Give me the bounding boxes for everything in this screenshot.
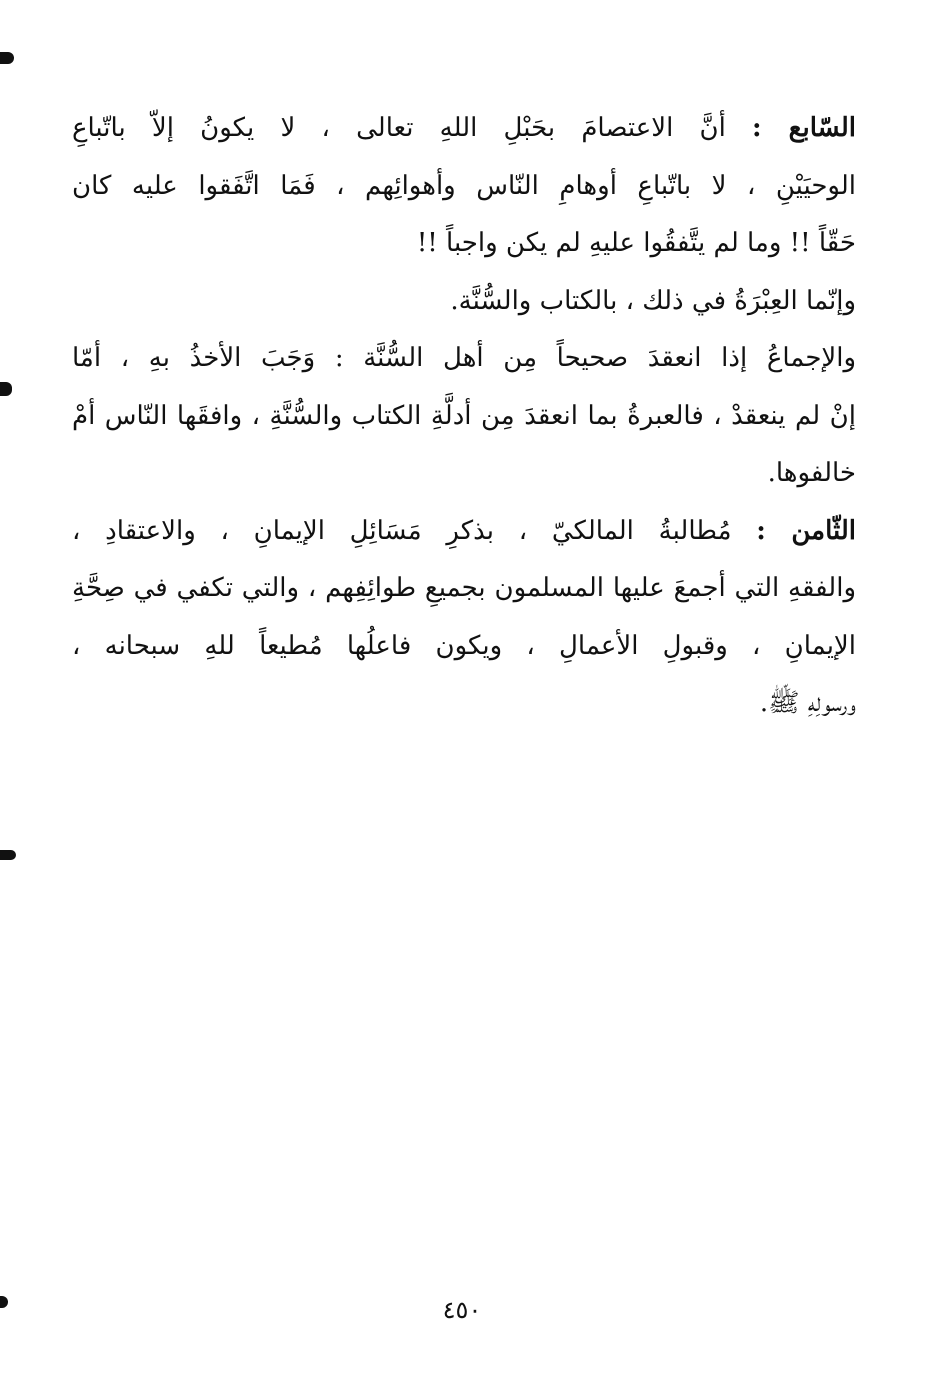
- scan-edge-mark: [0, 1296, 8, 1308]
- text-line: والفقهِ التي أجمعَ عليها المسلمون بجميعِ طوائِفِهم ، والتي تكفي في صِحَّةِ: [72, 573, 856, 603]
- paragraph-lead: السّابع :: [752, 113, 856, 143]
- text-line-content: أنَّ الاعتصامَ بحَبْلِ اللهِ تعالى ، لا يكونُ إلاّ باتّباعِ: [72, 113, 753, 143]
- text-line: خالفوها.: [767, 458, 856, 488]
- text-line: والإجماعُ إذا انعقدَ صحيحاً مِن أهل السُّنَّة : وَجَبَ الأخذُ بهِ ، أمّا: [72, 343, 856, 373]
- scan-edge-mark: [0, 382, 12, 396]
- text-line: الوحيَيْنِ ، لا باتّباعِ أوهامِ النّاس وأهوائِهم ، فَمَا اتَّفَقوا عليه كان: [72, 170, 856, 201]
- paragraph-lesson: [72, 273, 856, 331]
- paragraph-seventh: [72, 100, 856, 273]
- paragraph-eighth: [72, 503, 856, 733]
- text-line-content: مُطالبةُ المالكيّ ، بذكرِ مَسَائِلِ الإيمانِ ، والاعتقادِ ،: [72, 515, 757, 546]
- paragraph-lead: الثّامن :: [756, 515, 856, 546]
- scan-edge-mark: [0, 850, 16, 860]
- paragraph-consensus: [72, 330, 856, 503]
- page-number: ٤٥٠: [442, 1296, 482, 1324]
- page-body-text: [72, 100, 856, 733]
- text-line: [72, 100, 856, 158]
- text-line: حَقّاً !! وما لم يتَّفقُوا عليهِ لم يكن واجباً !!: [416, 228, 856, 258]
- text-line: إنْ لم ينعقدْ ، فالعبرةُ بما انعقدَ مِن أدلَّةِ الكتاب والسُّنَّةِ ، وافقَها النّاس أمْ: [72, 400, 856, 431]
- text-line: وإنّما العِبْرَةُ في ذلك ، بالكتاب والسُّنَّة.: [450, 285, 856, 316]
- text-line: الإيمانِ ، وقبولِ الأعمالِ ، ويكون فاعلُها مُطيعاً للهِ سبحانه ،: [72, 630, 856, 661]
- text-line: ورسولِهِ ﷺ.: [759, 688, 856, 718]
- scan-edge-mark: [0, 52, 14, 64]
- text-line: [72, 503, 856, 561]
